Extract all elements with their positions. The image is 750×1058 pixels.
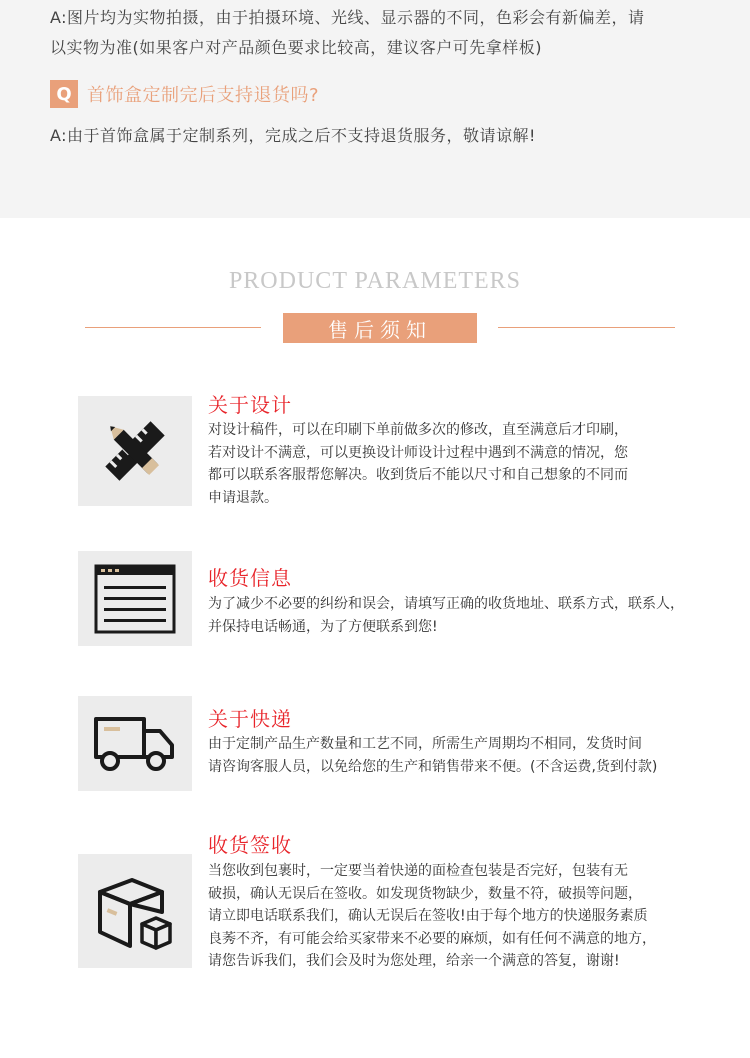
body-line: 为了减少不必要的纠纷和误会，请填写正确的收货地址、联系方式，联系人， [208,596,684,612]
faq-answer-1-line: 以实物为准(如果客户对产品颜色要求比较高，建议客户可先拿样板) [50,38,542,57]
faq-answer-1-line: A:图片均为实物拍摄，由于拍摄环境、光线、显示器的不同，色彩会有新偏差，请 [50,8,645,27]
parameters-title: PRODUCT PARAMETERS [228,268,522,294]
body-line: 请立即电话联系我们，确认无误后在签收!由于每个地方的快递服务素质 [208,908,648,924]
body-line: 请您告诉我们，我们会及时为您处理，给亲一个满意的答复，谢谢! [208,953,620,969]
section-title-receiving-info: 收货信息 [208,566,292,590]
faq-answer-2: A:由于首饰盒属于定制系列，完成之后不支持退货服务，敬请谅解! [50,126,536,145]
window-form-icon [94,563,176,635]
delivery-icon-box [78,696,192,791]
body-line: 对设计稿件，可以在印刷下单前做多次的修改，直至满意后才印刷， [208,422,628,438]
faq-section [0,0,750,218]
section-body-receiving-info [208,593,728,638]
section-title-delivery: 关于快递 [208,707,292,731]
package-boxes-icon [90,868,180,954]
design-icon-box [78,396,192,506]
receiving-info-icon-box [78,551,192,646]
section-body-sign-receipt [208,860,728,973]
sign-receipt-icon-box [78,854,192,968]
body-line: 申请退款。 [208,489,278,506]
body-line: 都可以联系客服帮您解决。收到货后不能以尺寸和自己想象的不同而 [208,467,628,483]
pencil-ruler-icon [90,406,180,496]
body-line: 请咨询客服人员，以免给您的生产和销售带来不便。(不含运费,货到付款) [208,758,658,775]
body-line: 破损，确认无误后在签收。如发现货物缺少，数量不符，破损等问题， [208,885,642,902]
faq-question-text: 首饰盒定制完后支持退货吗? [87,85,320,106]
section-title-sign-receipt: 收货签收 [208,833,292,857]
delivery-truck-icon [92,713,178,775]
section-body-design [208,419,728,509]
body-line: 良莠不齐，有可能会给买家带来不必要的麻烦，如有任何不满意的地方， [208,930,656,947]
faq-answer-1 [50,3,720,63]
body-line: 由于定制产品生产数量和工艺不同，所需生产周期均不相同，发货时间 [208,736,642,752]
divider-left [85,327,261,328]
section-title-design: 关于设计 [208,393,292,417]
section-body-delivery [208,733,728,778]
faq-question [50,80,319,108]
after-sales-banner: 售后须知 [283,313,477,343]
divider-right [498,327,675,328]
body-line: 并保持电话畅通，为了方便联系到您! [208,618,438,635]
body-line: 当您收到包裹时，一定要当着快递的面检查包装是否完好，包装有无 [208,863,628,879]
body-line: 若对设计不满意，可以更换设计师设计过程中遇到不满意的情况，您 [208,444,628,461]
question-badge-icon: Q [50,80,78,108]
